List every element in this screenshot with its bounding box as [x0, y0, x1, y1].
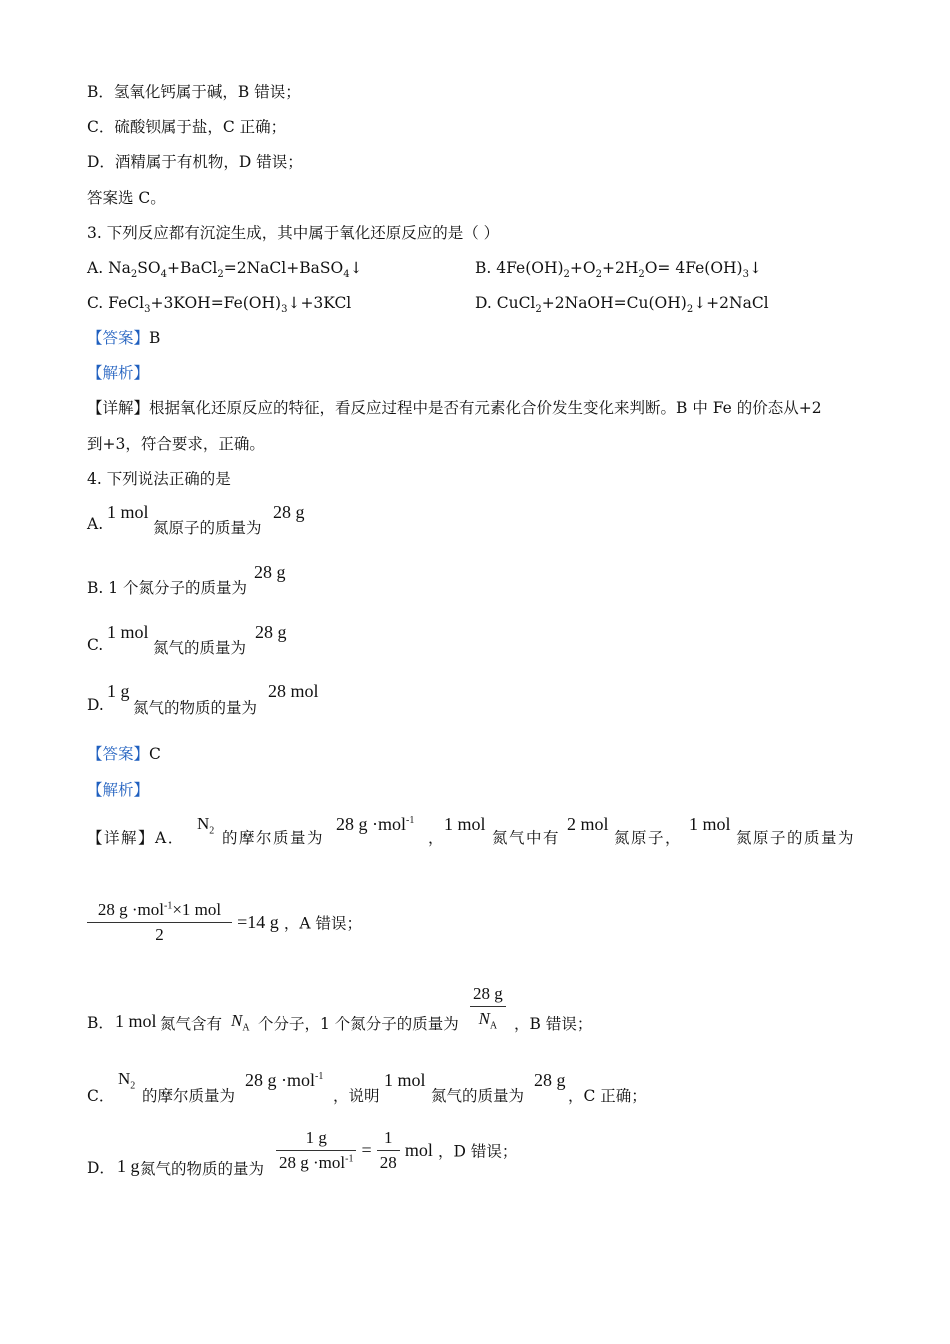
q4-option-c-label: C.	[87, 636, 104, 654]
q4-detail-a-label: A．	[155, 829, 185, 847]
molar-mass-value: 28 g ·mol	[279, 1153, 346, 1172]
q3-option-c: C. $FeCl_3+3KOH=Fe(OH)_3↓+3KCl$	[87, 294, 352, 316]
q4-option-d-value-2: 28 mol	[268, 681, 319, 701]
q3-option-c-label: C.	[87, 294, 109, 312]
avogadro-subscript: A	[489, 1020, 498, 1032]
q4-detail-b-text-2: 个分子，1 个氮分子的质量为	[258, 1015, 459, 1033]
q4-detail-a-prefix	[87, 826, 185, 848]
q4-detail-d-text-1: 氮气的物质的量为	[140, 1160, 265, 1178]
avogadro-symbol: N	[231, 1011, 243, 1030]
equals-sign: =	[361, 1140, 372, 1160]
q4-option-a-value-1: 1 mol	[107, 502, 149, 522]
fraction-1-over-28	[377, 1128, 400, 1173]
q4-option-d-value-1: 1 g	[107, 681, 130, 701]
avogadro-subscript: A	[242, 1022, 250, 1034]
q4-detail-a-one-mol: 1 mol	[444, 814, 486, 834]
q4-stem: 4. 下列说法正确的是	[87, 470, 231, 488]
q3-detail-2: 到+3，符合要求，正确。	[87, 435, 265, 453]
n2-subscript: 2	[130, 1080, 136, 1092]
q4-option-c-value-1: 1 mol	[107, 622, 149, 642]
fraction-28g-mol	[87, 900, 232, 945]
n2-symbol: N	[118, 1069, 131, 1088]
q4-detail-c-text-2: ，说明	[333, 1087, 380, 1105]
q4-detail-a-n2	[197, 814, 215, 837]
fraction-numerator: 1	[377, 1128, 400, 1151]
q4-detail-c-tail: ，C 正确；	[568, 1087, 647, 1105]
answer-tag: 【答案】	[87, 329, 150, 347]
q4-option-c-value-2: 28 g	[255, 622, 287, 642]
fraction-numerator	[87, 900, 232, 923]
q4-detail-c-text-1: 的摩尔质量为	[142, 1087, 236, 1105]
n2-symbol: N	[197, 814, 210, 833]
q3-option-a: A. $Na_2SO_4+BaCl_2=2NaCl+BaSO_4↓$	[87, 259, 363, 281]
q4-detail-a-tail: ，A 错误；	[283, 914, 362, 933]
q3-answer	[87, 328, 160, 348]
q4-detail-d-label: D．	[87, 1159, 115, 1177]
q4-option-a-value-2: 28 g	[273, 502, 305, 522]
q4-detail-a-text-3: 氮原子，	[614, 829, 683, 847]
q4-detail-c-label: C．	[87, 1087, 115, 1105]
exponent: -1	[315, 1071, 324, 1082]
fraction-numerator: 1 g	[276, 1128, 356, 1151]
q4-detail-c-n2	[118, 1069, 136, 1092]
q4-option-b-label: B. 1 个氮分子的质量为	[87, 579, 248, 597]
q4-detail-b-one-mol: 1 mol	[115, 1011, 157, 1031]
q4-detail-b-fraction	[470, 984, 506, 1032]
q4-detail-a-molar-mass	[336, 814, 414, 835]
q4-option-a-label: A.	[87, 515, 104, 533]
q4-detail-b-text-1: 氮气含有	[160, 1015, 223, 1033]
q3-option-b-label: B.	[475, 259, 497, 277]
fraction-numerator: 28 g	[470, 984, 506, 1007]
q4-detail-a-fraction-line	[87, 900, 362, 945]
q4-detail-a-one-mol-2: 1 mol	[689, 814, 731, 834]
q2-option-b: B．氢氧化钙属于碱，B 错误；	[87, 83, 301, 101]
exponent: -1	[406, 815, 415, 826]
q4-answer	[87, 744, 161, 764]
q4-option-b-value: 28 g	[254, 562, 286, 582]
fraction-28g-na	[470, 984, 506, 1032]
q4-detail-d-fraction	[276, 1128, 517, 1173]
q4-detail-a-text-4: 氮原子的质量为	[736, 829, 856, 847]
q3-stem: 3. 下列反应都有沉淀生成，其中属于氧化还原反应的是（ ）	[87, 224, 500, 242]
q4-detail-a-text-1: 的摩尔质量为	[222, 829, 325, 847]
numerator-main: 28 g ·mol	[97, 900, 164, 919]
detail-tag: 【详解】	[87, 399, 150, 417]
q4-answer-value: C	[149, 745, 161, 763]
numerator-tail: ×1 mol	[172, 900, 222, 919]
fraction-1g-over-molar-mass	[276, 1128, 356, 1173]
fraction-denominator: 28	[379, 1153, 397, 1172]
q4-detail-c-molar-mass	[245, 1070, 323, 1091]
q4-detail-c-text-3: 氮气的质量为	[431, 1087, 525, 1105]
q4-detail-d-tail: ，D 错误；	[438, 1142, 518, 1161]
q2-option-c: C．硫酸钡属于盐，C 正确；	[87, 118, 287, 136]
answer-tag: 【答案】	[87, 745, 150, 763]
fraction-denominator: 2	[155, 925, 164, 944]
q4-detail-a-two-mol: 2 mol	[567, 814, 609, 834]
avogadro-symbol: N	[478, 1009, 490, 1028]
mol-unit: mol	[404, 1140, 433, 1160]
q4-option-d-label: D.	[87, 696, 104, 714]
q4-option-d-text: 氮气的物质的量为	[133, 699, 258, 717]
equals-14g: =14 g	[237, 912, 279, 932]
q3-option-a-label: A.	[87, 259, 109, 277]
exponent: -1	[345, 1153, 354, 1165]
q3-detail-1	[87, 398, 822, 418]
q4-detail-b-na	[231, 1011, 250, 1034]
exponent: -1	[163, 900, 173, 912]
fraction-denominator	[276, 1151, 356, 1173]
molar-mass-value: 28 g ·mol	[245, 1070, 315, 1090]
q2-answer: 答案选 C。	[87, 189, 166, 207]
molar-mass-value: 28 g ·mol	[336, 814, 406, 834]
detail-tag: 【详解】	[87, 829, 156, 847]
q4-analysis-tag: 【解析】	[87, 781, 150, 799]
q4-detail-c-28g: 28 g	[534, 1070, 566, 1090]
q4-detail-b-label: B．	[87, 1014, 114, 1032]
q3-option-d: D. $CuCl_2+2NaOH=Cu(OH)_2↓+2NaCl$	[475, 294, 769, 316]
q4-option-a-text: 氮原子的质量为	[153, 519, 262, 537]
q4-detail-a-text-2: 氮气中有	[492, 829, 561, 847]
fraction-denominator	[470, 1007, 506, 1032]
q4-detail-c-one-mol: 1 mol	[384, 1070, 426, 1090]
q4-detail-a-comma: ，	[428, 829, 444, 847]
q2-option-d: D．酒精属于有机物，D 错误；	[87, 153, 303, 171]
q4-option-c-text: 氮气的质量为	[153, 639, 247, 657]
q3-analysis-tag: 【解析】	[87, 364, 150, 382]
n2-subscript: 2	[209, 825, 215, 837]
q3-detail-text-1: 根据氧化还原反应的特征，看反应过程中是否有元素化合价发生变化来判断。B 中 Fe 的价态从+2	[149, 399, 822, 417]
q3-option-d-label: D.	[475, 294, 497, 312]
q3-answer-value: B	[149, 329, 161, 347]
q4-detail-d-1g: 1 g	[117, 1156, 140, 1176]
q3-option-b: B. $4Fe(OH)_2+O_2+2H_2O=$ $4Fe(OH)_3↓$	[475, 259, 762, 281]
q4-detail-b-tail: ，B 错误；	[514, 1015, 593, 1033]
